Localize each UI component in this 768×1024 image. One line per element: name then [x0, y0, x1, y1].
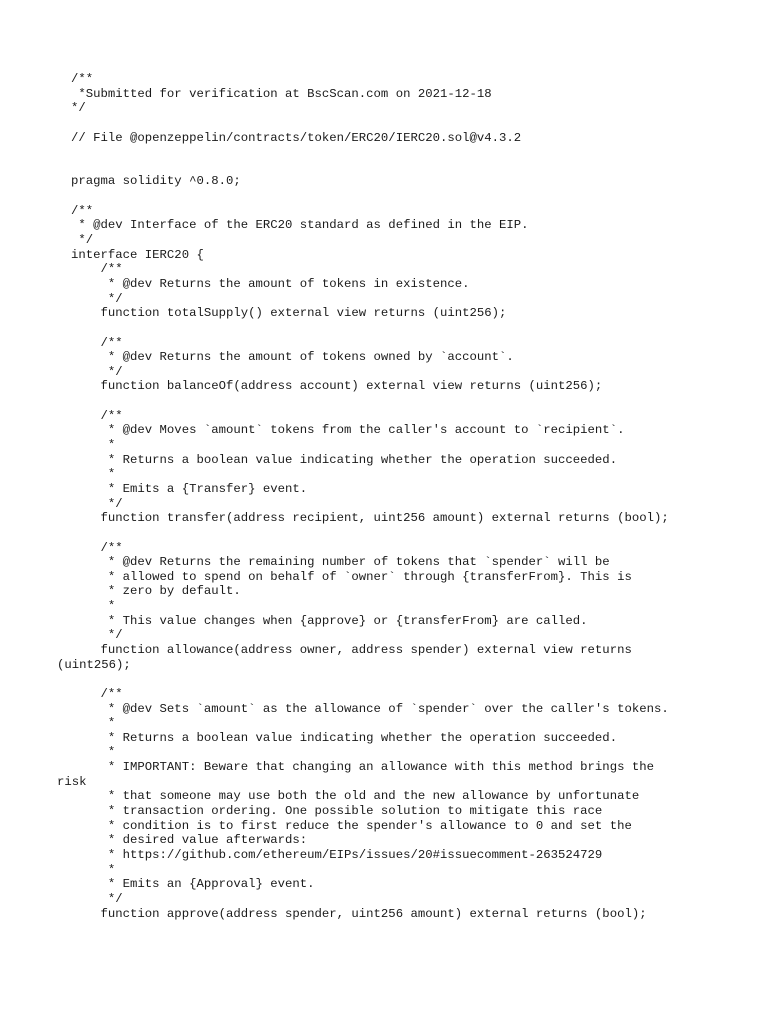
code-line: /**	[71, 540, 123, 555]
code-line: /**	[71, 72, 94, 86]
code-line: interface IERC20 {	[71, 247, 204, 262]
code-line: * @dev Moves `amount` tokens from the caller's account to `recipient`.	[71, 423, 625, 438]
code-line: * Emits a {Transfer} event.	[71, 481, 308, 496]
code-line	[71, 116, 751, 131]
code-line: *	[71, 745, 116, 760]
code-line: * allowed to spend on behalf of `owner` through {transferFrom}. This is	[71, 569, 632, 584]
code-line: */	[71, 101, 86, 116]
code-line	[71, 672, 751, 687]
code-line: function transfer(address recipient, uint256 amount) external returns (bool);	[71, 511, 669, 526]
code-line: *Submitted for verification at BscScan.com on 2021-12-18	[71, 86, 492, 101]
code-line: * transaction ordering. One possible solution to mitigate this race	[71, 804, 603, 819]
code-line: /**	[71, 686, 123, 701]
code-line: function balanceOf(address account) external view returns (uint256);	[71, 379, 603, 394]
code-line: * @dev Returns the amount of tokens in existence.	[71, 276, 470, 291]
code-line: * @dev Interface of the ERC20 standard as defined in the EIP.	[71, 218, 529, 233]
code-line: * @dev Sets `amount` as the allowance of `spender` over the caller's tokens.	[71, 701, 669, 716]
code-line: /**	[71, 408, 123, 423]
code-line: */	[71, 628, 123, 643]
code-line: /**	[71, 262, 123, 277]
code-line: * Emits an {Approval} event.	[71, 877, 315, 892]
code-line: function totalSupply() external view returns (uint256);	[71, 306, 507, 321]
code-line	[71, 145, 751, 160]
code-line	[71, 189, 751, 204]
code-line: function allowance(address owner, address spender) external view returns	[71, 642, 632, 657]
code-line: *	[71, 438, 116, 453]
code-line: function approve(address spender, uint256 amount) external returns (bool);	[71, 906, 647, 921]
code-line: pragma solidity ^0.8.0;	[71, 174, 241, 189]
code-line	[71, 321, 751, 336]
code-line: * Returns a boolean value indicating whether the operation succeeded.	[71, 730, 618, 745]
code-line	[71, 394, 751, 409]
code-line: */	[71, 891, 123, 906]
code-line: * This value changes when {approve} or {transferFrom} are called.	[71, 613, 588, 628]
code-line: * that someone may use both the old and the new allowance by unfortunate	[71, 789, 640, 804]
code-line: * @dev Returns the remaining number of tokens that `spender` will be	[71, 555, 610, 570]
code-line: * @dev Returns the amount of tokens owned by `account`.	[71, 350, 514, 365]
code-line: * IMPORTANT: Beware that changing an allowance with this method brings the	[71, 760, 654, 775]
code-line: */	[71, 233, 94, 248]
code-line: */	[71, 291, 123, 306]
code-line-wrapped: risk	[57, 774, 87, 789]
code-line-wrapped: (uint256);	[57, 657, 131, 672]
code-line	[71, 160, 751, 175]
code-line	[71, 526, 751, 541]
code-line: * desired value afterwards:	[71, 833, 308, 848]
code-line: *	[71, 467, 116, 482]
code-line: * condition is to first reduce the spender's allowance to 0 and set the	[71, 818, 632, 833]
code-line: */	[71, 496, 123, 511]
code-line: * zero by default.	[71, 584, 241, 599]
source-code-block	[57, 72, 751, 921]
code-line: // File @openzeppelin/contracts/token/ERC20/IERC20.sol@v4.3.2	[71, 130, 522, 145]
code-line: *	[71, 716, 116, 731]
code-line: *	[71, 599, 116, 614]
code-line: /**	[71, 335, 123, 350]
code-line: *	[71, 862, 116, 877]
code-line: */	[71, 364, 123, 379]
code-line: * Returns a boolean value indicating whether the operation succeeded.	[71, 452, 618, 467]
code-line: /**	[71, 203, 94, 218]
code-line: * https://github.com/ethereum/EIPs/issues/20#issuecomment-263524729	[71, 847, 603, 862]
